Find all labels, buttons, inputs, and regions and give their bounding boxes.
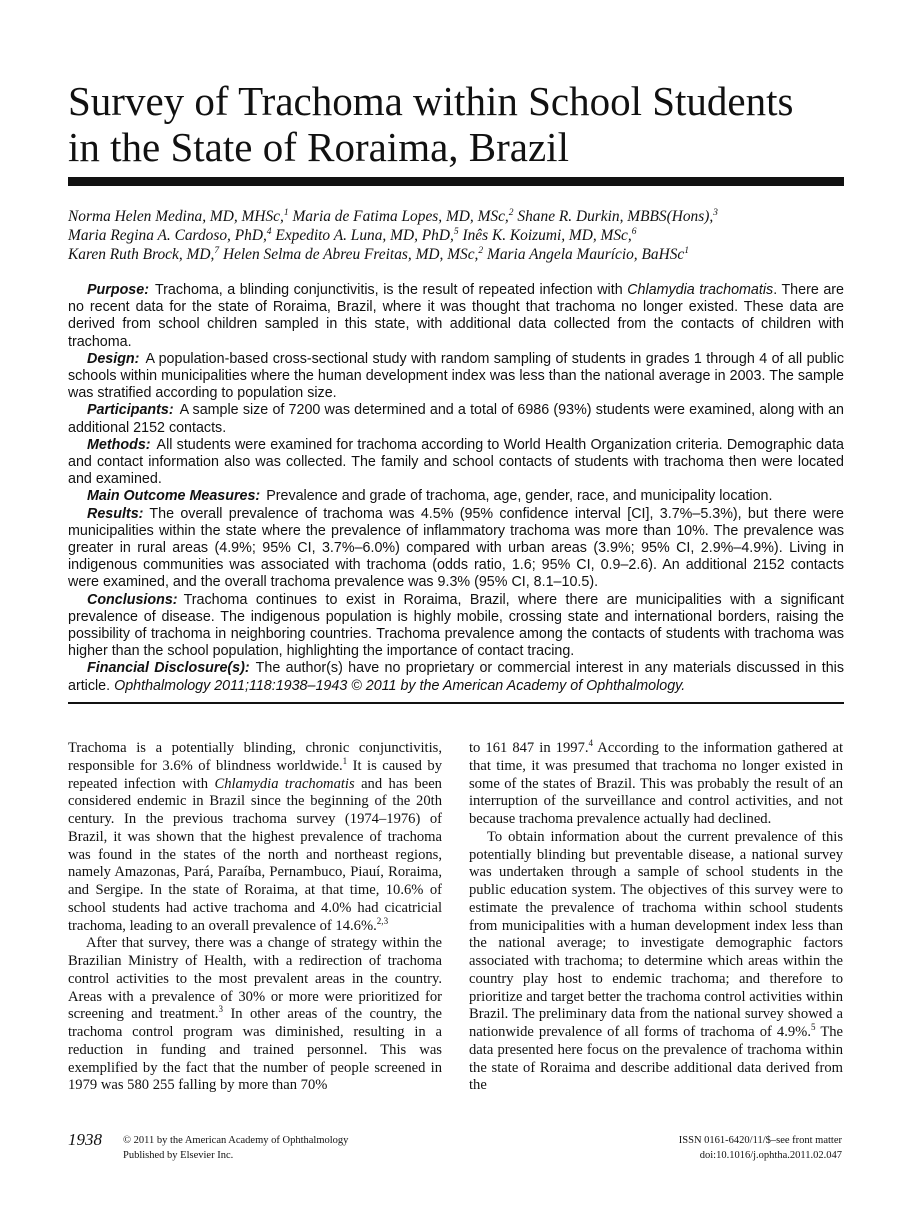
- author-name: Shane R. Durkin, MBBS(Hons),: [517, 208, 714, 225]
- abstract-participants: [68, 402, 844, 436]
- citation-ref: 1: [342, 755, 348, 766]
- body-text: In other areas of the country, the trachoma control program was diminished, resulting in a reduction in funding and trained personnel. This was exemplified by the fact that the number of people screened in 1979 was 580 255 falling by more than 70%: [68, 1006, 442, 1094]
- affiliation-mark: 6: [631, 225, 637, 237]
- section-text: . There are no recent data for the state of Roraima, Brazil, where it was thought that trachoma no longer existed. These data are derived from school children sampled in this state, with additional data collected from the contacts of children with trachoma.: [68, 282, 844, 350]
- author-name: Maria de Fatima Lopes, MD, MSc,: [292, 208, 509, 225]
- author-name: Expedito A. Luna, MD, PhD,: [275, 227, 454, 244]
- section-text: All students were examined for trachoma according to World Health Organization criteria. Demographic data and contact information also was collected. The family and school contacts of students with trachoma then were located and examined.: [68, 436, 844, 488]
- footer-copyright: [123, 1133, 348, 1163]
- citation-ref: 3: [218, 1004, 224, 1015]
- body-text: and has been considered endemic in Brazil since the beginning of the 20th century. In the previous trachoma survey (1974–1976) of Brazil, it was shown that the highest prevalence of trachoma was found in the states of the north and northeast regions, namely Amazonas, Pará, Paraíba, Pernambuco, Piauí, Roraima, and Sergipe. In the state of Roraima, at that time, 10.6% of school students had active trachoma and 4.0% had cicatricial trachoma, leading to an overall prevalence of 14.6%.: [68, 775, 442, 934]
- affiliation-mark: 3: [713, 206, 718, 218]
- abstract-methods: [68, 437, 844, 489]
- species-name: Chlamydia trachomatis: [214, 775, 355, 792]
- section-text: Prevalence and grade of trachoma, age, gender, race, and municipality location.: [266, 488, 773, 505]
- footer-identifiers: [679, 1133, 842, 1163]
- section-label: Design:: [87, 350, 140, 367]
- abstract-conclusions: [68, 592, 844, 661]
- author-line-2: [68, 226, 844, 245]
- body-text: to 161 847 in 1997.: [469, 740, 589, 756]
- page-number: 1938: [68, 1130, 102, 1149]
- body-text: It is caused by repeated infection with: [68, 757, 443, 792]
- affiliation-mark: 1: [684, 244, 689, 256]
- affiliation-mark: 5: [453, 225, 459, 237]
- author-name: Karen Ruth Brock, MD,: [68, 246, 215, 263]
- body-text: The data presented here focus on the prevalence of trachoma within the state of Roraima and describe additional data derived from the: [469, 1024, 844, 1094]
- affiliation-mark: 7: [214, 244, 220, 256]
- citation-ref: 5: [810, 1022, 816, 1033]
- affiliation-mark: 4: [266, 225, 272, 237]
- section-label: Main Outcome Measures:: [87, 488, 261, 505]
- section-label: Methods:: [87, 436, 151, 453]
- body-text: Trachoma is a potentially blinding, chronic conjunctivitis, responsible for 3.6% of blindness worldwide.: [68, 740, 442, 774]
- section-label: Results:: [87, 505, 144, 522]
- citation-ref: 4: [588, 738, 594, 749]
- citation-ref: 2,3: [376, 915, 389, 926]
- author-name: Norma Helen Medina, MD, MHSc,: [68, 208, 284, 225]
- author-name: Maria Regina A. Cardoso, PhD,: [68, 227, 267, 244]
- section-text: A population-based cross-sectional study with random sampling of students in grades 1 through 4 of all public schools within municipalities where the human development index was less than the national average in 2003. The sample was stratified according to population size.: [68, 350, 844, 402]
- body-paragraph: [469, 829, 843, 1095]
- section-text: Trachoma, a blinding conjunctivitis, is the result of repeated infection with: [154, 282, 628, 298]
- abstract-purpose: [68, 282, 844, 351]
- section-text: Trachoma continues to exist in Roraima, Brazil, where there are municipalities with a significant prevalence of disease. The indigenous population is highly mobile, crossing state and international borders, raising the possibility of trachoma in neighboring countries. Trachoma prevalence among the contacts of students with trachoma was higher than the school population, highlighting the importance of contact tracing.: [68, 591, 844, 660]
- abstract-disclosure: [68, 660, 844, 694]
- affiliation-mark: 1: [283, 206, 289, 218]
- section-text: A sample size of 7200 was determined and a total of 6986 (93%) students were examined, along with an additional 2152 contacts.: [68, 402, 844, 436]
- article-title: [68, 78, 848, 170]
- species-name: Chlamydia trachomatis: [627, 282, 774, 298]
- section-text: The overall prevalence of trachoma was 4.5% (95% confidence interval [CI], 3.7%–5.3%), but there were municipalities within the state where the prevalence of inflammatory trachoma was more than 10%. The prevalence was greater in rural areas (4.9%; 95% CI, 3.7%–6.0%) compared with urban areas (3.9%; 95% CI, 2.9%–4.9%). Living in indigenous communities was associated with trachoma (odds ratio, 1.6; 95% CI, 0.9–2.6). An additional 2152 contacts were examined, and the overall trachoma prevalence was 9.3% (95% CI, 8.1–10.5).: [68, 505, 844, 591]
- author-name: Maria Angela Maurício, BaHSc: [487, 246, 685, 263]
- abstract-divider: [68, 702, 844, 704]
- author-line-3: [68, 245, 844, 264]
- author-name: Helen Selma de Abreu Freitas, MD, MSc,: [222, 246, 479, 263]
- body-text: After that survey, there was a change of strategy within the Brazilian Ministry of Health, with a redirection of trachoma control activities to the most prevalent areas in the country. Areas with a prevalence of 30% or more were prioritized for screening and treatment.: [68, 935, 442, 1023]
- section-label: Participants:: [87, 402, 174, 419]
- journal-citation: Ophthalmology 2011;118:1938–1943 © 2011 by the American Academy of Ophthalmology.: [114, 677, 686, 694]
- copyright-text: © 2011 by the American Academy of Ophthalmology: [123, 1135, 349, 1146]
- section-label: Purpose:: [87, 282, 149, 298]
- abstract-outcome: [68, 488, 844, 505]
- body-column-right: [469, 740, 843, 1095]
- abstract-results: [68, 506, 844, 592]
- affiliation-mark: 2: [508, 206, 514, 218]
- section-label: Financial Disclosure(s):: [87, 660, 250, 677]
- affiliation-mark: 2: [478, 244, 484, 256]
- body-column-left: [68, 740, 442, 1095]
- doi-text: doi:10.1016/j.ophtha.2011.02.047: [699, 1150, 842, 1161]
- title-line-1: Survey of Trachoma within School Students: [68, 78, 794, 124]
- issn-text: ISSN 0161-6420/11/$–see front matter: [678, 1135, 842, 1146]
- body-paragraph: [68, 740, 442, 935]
- section-label: Conclusions:: [87, 591, 178, 608]
- body-text: According to the information gathered at that time, it was presumed that trachoma no longer existed in some of the states of Brazil. This was probably the result of an interruption of the surveillance and control activities, and not because trachoma prevalence actually had declined.: [469, 740, 844, 827]
- author-line-1: [68, 207, 844, 226]
- author-list: [68, 207, 844, 264]
- publisher-text: Published by Elsevier Inc.: [123, 1150, 234, 1161]
- body-paragraph: [68, 935, 442, 1095]
- section-text: The author(s) have no proprietary or commercial interest in any materials discussed in this article.: [68, 660, 845, 694]
- author-name: Inês K. Koizumi, MD, MSc,: [462, 227, 632, 244]
- body-paragraph: [469, 740, 843, 829]
- title-line-2: in the State of Roraima, Brazil: [68, 124, 569, 170]
- abstract-design: [68, 351, 844, 403]
- title-divider: [68, 177, 844, 186]
- body-text: To obtain information about the current prevalence of this potentially blinding but preventable disease, a national survey was undertaken through a sample of school students in the public education system. The objectives of this survey were to estimate the prevalence of trachoma within school students from municipalities with a human development index less than the national average; to investigate demographic factors associated with trachoma; to determine which areas within the country play host to endemic trachoma; and therefore to prioritize and target better the trachoma control activities within Brazil. The preliminary data from the national survey showed a nationwide prevalence of all forms of trachoma of 4.9%.: [469, 828, 843, 1040]
- abstract: [68, 282, 844, 695]
